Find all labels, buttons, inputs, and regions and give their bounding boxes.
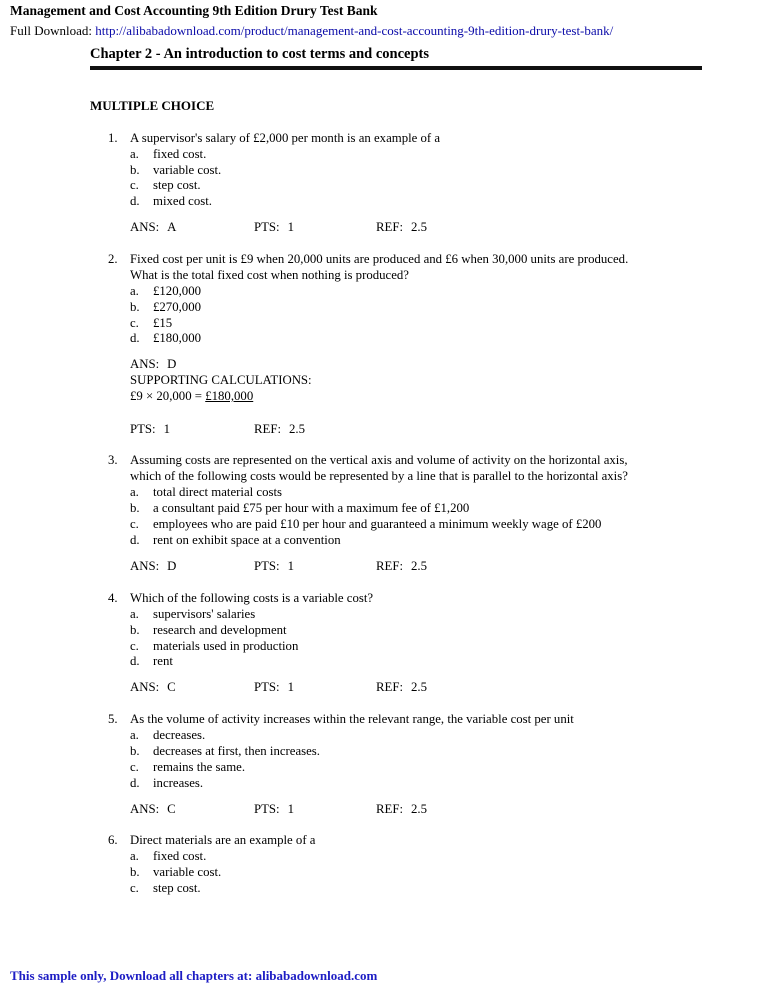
pts-value: 1 bbox=[287, 680, 295, 694]
question-number: 2. bbox=[108, 252, 118, 266]
option-letter: b. bbox=[130, 163, 140, 177]
option-text: fixed cost. bbox=[153, 147, 207, 161]
option-letter: c. bbox=[130, 517, 139, 531]
pts-value: 1 bbox=[287, 220, 295, 234]
question-number: 5. bbox=[108, 712, 118, 726]
ans-label: ANS: bbox=[130, 559, 160, 573]
heading-rule bbox=[90, 66, 702, 70]
pts-label: PTS: bbox=[254, 680, 280, 694]
option-letter: a. bbox=[130, 147, 139, 161]
option-letter: b. bbox=[130, 744, 140, 758]
ans-value: D bbox=[167, 357, 177, 371]
option-letter: d. bbox=[130, 654, 140, 668]
ref-label: REF: bbox=[254, 422, 282, 436]
option-text: materials used in production bbox=[153, 639, 299, 653]
option-letter: c. bbox=[130, 639, 139, 653]
option-letter: b. bbox=[130, 623, 140, 637]
pts-label: PTS: bbox=[254, 220, 280, 234]
ans-label: ANS: bbox=[130, 357, 160, 371]
question-stem: Direct materials are an example of a bbox=[130, 833, 316, 847]
question-stem: Which of the following costs is a variable cost? bbox=[130, 591, 374, 605]
document-title: Management and Cost Accounting 9th Edition Drury Test Bank bbox=[10, 3, 378, 18]
calc-result: £180,000 bbox=[205, 389, 254, 403]
option-letter: c. bbox=[130, 178, 139, 192]
section-heading: MULTIPLE CHOICE bbox=[90, 98, 215, 113]
reference bbox=[376, 558, 427, 574]
option-letter: a. bbox=[130, 485, 139, 499]
answer bbox=[130, 356, 176, 372]
answer bbox=[130, 558, 176, 574]
full-download-line bbox=[10, 23, 613, 39]
ref-value: 2.5 bbox=[411, 559, 428, 573]
reference bbox=[376, 219, 427, 235]
download-label: Full Download: bbox=[10, 23, 96, 38]
option-text: supervisors' salaries bbox=[153, 607, 256, 621]
ref-value: 2.5 bbox=[411, 220, 428, 234]
question-stem: Assuming costs are represented on the vertical axis and volume of activity on the horizontal axis, bbox=[130, 453, 628, 467]
answer bbox=[130, 801, 176, 817]
option-text: £120,000 bbox=[153, 284, 201, 298]
reference bbox=[254, 421, 305, 437]
pts-label: PTS: bbox=[130, 422, 156, 436]
pts-value: 1 bbox=[287, 802, 295, 816]
chapter-heading: Chapter 2 - An introduction to cost terms and concepts bbox=[90, 46, 430, 62]
reference bbox=[376, 679, 427, 695]
supporting-calculation bbox=[130, 388, 253, 404]
option-letter: b. bbox=[130, 865, 140, 879]
option-letter: d. bbox=[130, 533, 140, 547]
ref-label: REF: bbox=[376, 680, 404, 694]
question-stem: which of the following costs would be represented by a line that is parallel to the horizontal axis? bbox=[130, 469, 628, 483]
option-letter: d. bbox=[130, 194, 140, 208]
ref-value: 2.5 bbox=[411, 802, 428, 816]
option-letter: c. bbox=[130, 316, 139, 330]
points bbox=[254, 679, 294, 695]
points bbox=[254, 558, 294, 574]
answer bbox=[130, 679, 176, 695]
option-text: £180,000 bbox=[153, 331, 201, 345]
ref-value: 2.5 bbox=[289, 422, 306, 436]
ans-label: ANS: bbox=[130, 802, 160, 816]
question-stem: As the volume of activity increases within the relevant range, the variable cost per unit bbox=[130, 712, 574, 726]
ref-value: 2.5 bbox=[411, 680, 428, 694]
option-text: step cost. bbox=[153, 178, 201, 192]
answer bbox=[130, 219, 176, 235]
pts-value: 1 bbox=[287, 559, 295, 573]
option-text: £15 bbox=[153, 316, 173, 330]
ref-label: REF: bbox=[376, 802, 404, 816]
ans-label: ANS: bbox=[130, 220, 160, 234]
option-letter: c. bbox=[130, 881, 139, 895]
option-letter: a. bbox=[130, 849, 139, 863]
option-letter: a. bbox=[130, 284, 139, 298]
option-text: step cost. bbox=[153, 881, 201, 895]
option-letter: d. bbox=[130, 331, 140, 345]
pts-label: PTS: bbox=[254, 559, 280, 573]
option-text: a consultant paid £75 per hour with a maximum fee of £1,200 bbox=[153, 501, 470, 515]
question-number: 3. bbox=[108, 453, 118, 467]
option-text: increases. bbox=[153, 776, 204, 790]
option-text: £270,000 bbox=[153, 300, 201, 314]
option-text: mixed cost. bbox=[153, 194, 212, 208]
option-text: decreases at first, then increases. bbox=[153, 744, 320, 758]
option-text: variable cost. bbox=[153, 865, 222, 879]
points bbox=[254, 219, 294, 235]
option-letter: d. bbox=[130, 776, 140, 790]
option-text: rent bbox=[153, 654, 173, 668]
ans-value: D bbox=[167, 559, 177, 573]
option-letter: b. bbox=[130, 300, 140, 314]
ref-label: REF: bbox=[376, 220, 404, 234]
ans-value: A bbox=[167, 220, 177, 234]
question-number: 4. bbox=[108, 591, 118, 605]
question-stem: Fixed cost per unit is £9 when 20,000 units are produced and £6 when 30,000 units are produced. bbox=[130, 252, 629, 266]
points bbox=[130, 421, 170, 437]
question-number: 1. bbox=[108, 131, 118, 145]
ref-label: REF: bbox=[376, 559, 404, 573]
question-stem: A supervisor's salary of £2,000 per month is an example of a bbox=[130, 131, 441, 145]
ans-label: ANS: bbox=[130, 680, 160, 694]
option-letter: a. bbox=[130, 607, 139, 621]
points bbox=[254, 801, 294, 817]
option-letter: c. bbox=[130, 760, 139, 774]
option-text: rent on exhibit space at a convention bbox=[153, 533, 341, 547]
download-link[interactable]: http://alibabadownload.com/product/management-and-cost-accounting-9th-edition-drury-test-bank/ bbox=[95, 23, 614, 38]
option-text: employees who are paid £10 per hour and guaranteed a minimum weekly wage of £200 bbox=[153, 517, 602, 531]
question-number: 6. bbox=[108, 833, 118, 847]
option-text: decreases. bbox=[153, 728, 206, 742]
option-text: variable cost. bbox=[153, 163, 222, 177]
option-text: total direct material costs bbox=[153, 485, 282, 499]
option-letter: a. bbox=[130, 728, 139, 742]
calc-prefix: £9 × 20,000 = bbox=[130, 389, 206, 403]
ans-value: C bbox=[167, 680, 176, 694]
supporting-calculations-label: SUPPORTING CALCULATIONS: bbox=[130, 373, 312, 387]
pts-value: 1 bbox=[163, 422, 171, 436]
ans-value: C bbox=[167, 802, 176, 816]
pts-label: PTS: bbox=[254, 802, 280, 816]
question-stem: What is the total fixed cost when nothing is produced? bbox=[130, 268, 409, 282]
option-letter: b. bbox=[130, 501, 140, 515]
reference bbox=[376, 801, 427, 817]
footer-promo: This sample only, Download all chapters at: alibabadownload.com bbox=[10, 968, 378, 983]
option-text: fixed cost. bbox=[153, 849, 207, 863]
option-text: research and development bbox=[153, 623, 287, 637]
option-text: remains the same. bbox=[153, 760, 246, 774]
